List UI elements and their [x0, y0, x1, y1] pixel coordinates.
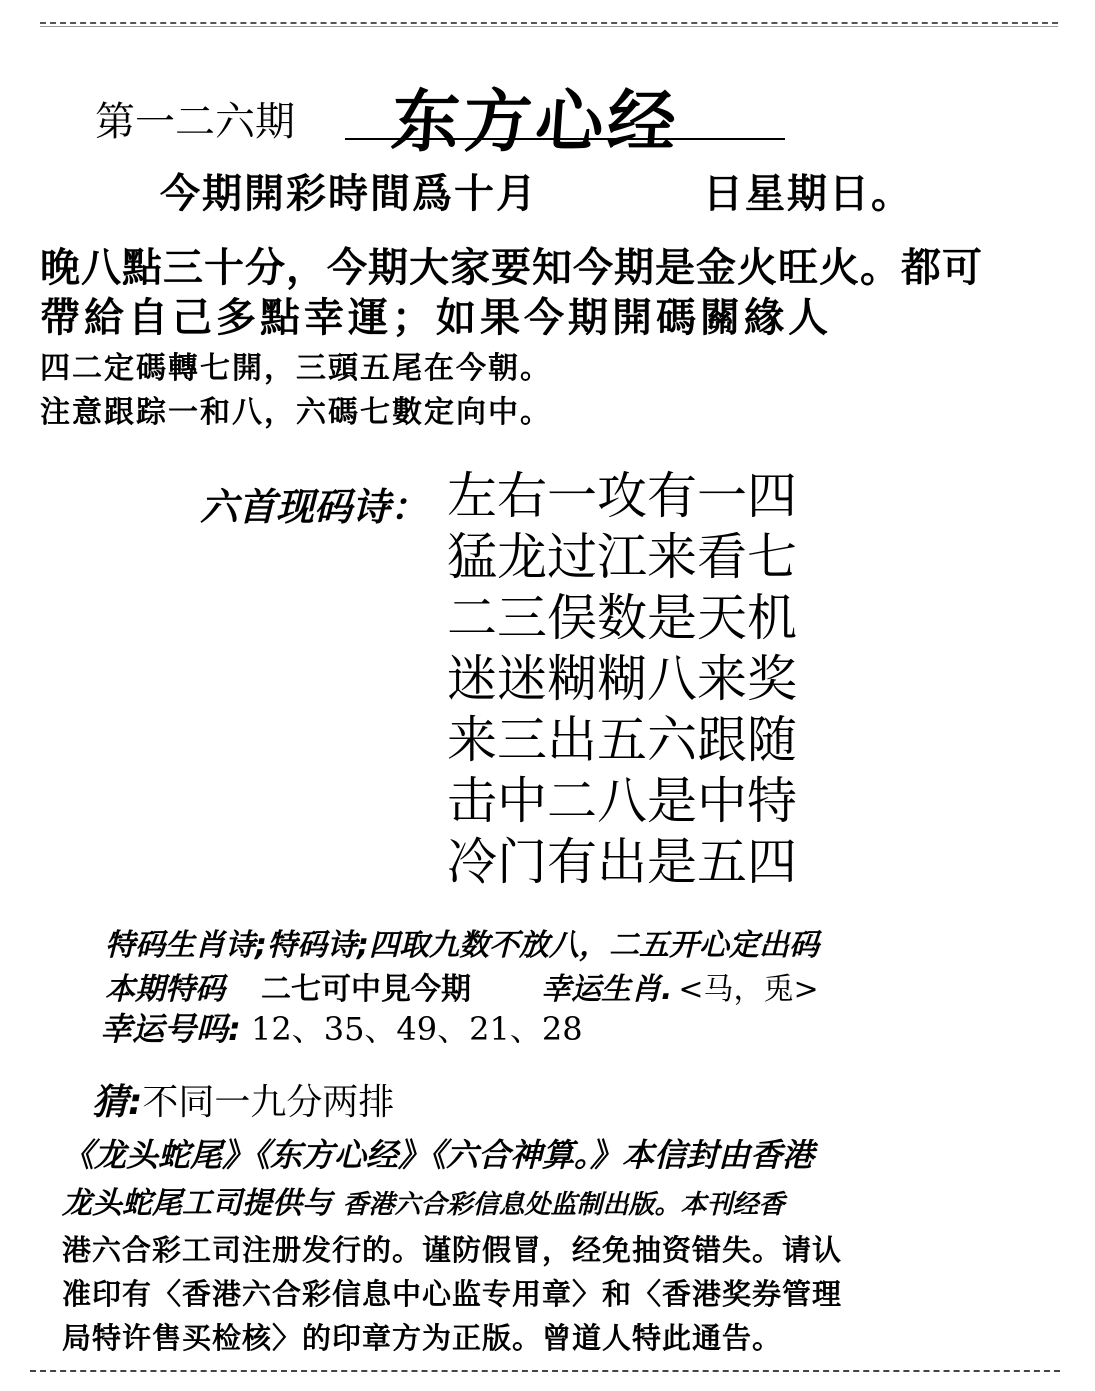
notice-line-3: 港六合彩工司注册发行的。谨防假冒，经免抽资错失。请认 [62, 1233, 843, 1267]
draw-time-before: 今期開彩時間爲十月 [160, 171, 538, 217]
lucky-numbers-label: 幸运号吗: [100, 1010, 241, 1048]
poem-line: 左右一攻有一四 [447, 467, 797, 525]
lucky-numbers-row [100, 1004, 583, 1050]
lucky-zodiac-label: 幸运生肖. [541, 972, 673, 1007]
poem-line: 冷门有出是五四 [447, 833, 797, 891]
notice-line-2b: 香港六合彩信息处监制出版。本刊经香 [342, 1190, 785, 1220]
lucky-zodiac-value: <马，兎> [678, 972, 819, 1007]
bottom-dashed-rule [30, 1370, 1060, 1372]
poem-label: 六首现码诗： [200, 485, 429, 529]
notice-line-1: 《龙头蛇尾》《东方心经》《六合神算。》本信封由香港 [62, 1136, 815, 1174]
poem-line: 二三俣数是天机 [447, 589, 797, 647]
intro-line-1: 晚八點三十分，今期大家要知今期是金火旺火。都可 [40, 245, 983, 291]
poem-line: 猛龙过江来看七 [447, 528, 797, 586]
intro-line-4: 注意跟踪一和八，六碼七數定向中。 [40, 395, 552, 430]
draw-time-line [160, 162, 913, 219]
guess-row [92, 1074, 394, 1125]
poem-line: 来三出五六跟随 [447, 711, 797, 769]
notice-line-2a: 龙头蛇尾工司提供与 [62, 1186, 332, 1221]
intro-line-2: 帶給自己多點幸運；如果今期開碼關緣人 [40, 295, 832, 341]
notice-line-2 [62, 1178, 784, 1222]
lucky-numbers-value: 12、35、49、21、28 [250, 1010, 583, 1048]
guess-label: 猜: [92, 1082, 143, 1123]
title-underline [345, 138, 785, 140]
special-code-label: 本期特码 [105, 972, 225, 1007]
guess-value: 不同一九分两排 [142, 1082, 395, 1123]
page-title: 东方心经 [388, 83, 683, 162]
top-dashed-rule [40, 22, 1058, 24]
special-code-value: 二七可中見今期 [261, 972, 471, 1007]
top-solid-rule [40, 26, 1058, 27]
poem-block [447, 466, 797, 893]
draw-time-after: 日星期日。 [703, 171, 913, 217]
poem-line: 迷迷糊糊八来奖 [447, 650, 797, 708]
special-code-row [105, 964, 819, 1008]
zodiac-poem: 特码生肖诗;特码诗;四取九数不放八，二五开心定出码 [105, 928, 819, 963]
issue-number: 第一二六期 [95, 99, 295, 145]
poem-line: 击中二八是中特 [447, 772, 797, 830]
intro-line-3: 四二定碼轉七開，三頭五尾在今朝。 [40, 351, 552, 386]
notice-line-5: 局特许售买检核〉的印章方为正版。曾道人特此通告。 [62, 1321, 783, 1355]
notice-line-4: 准印有〈香港六合彩信息中心监专用章〉和〈香港奖券管理 [62, 1277, 843, 1311]
